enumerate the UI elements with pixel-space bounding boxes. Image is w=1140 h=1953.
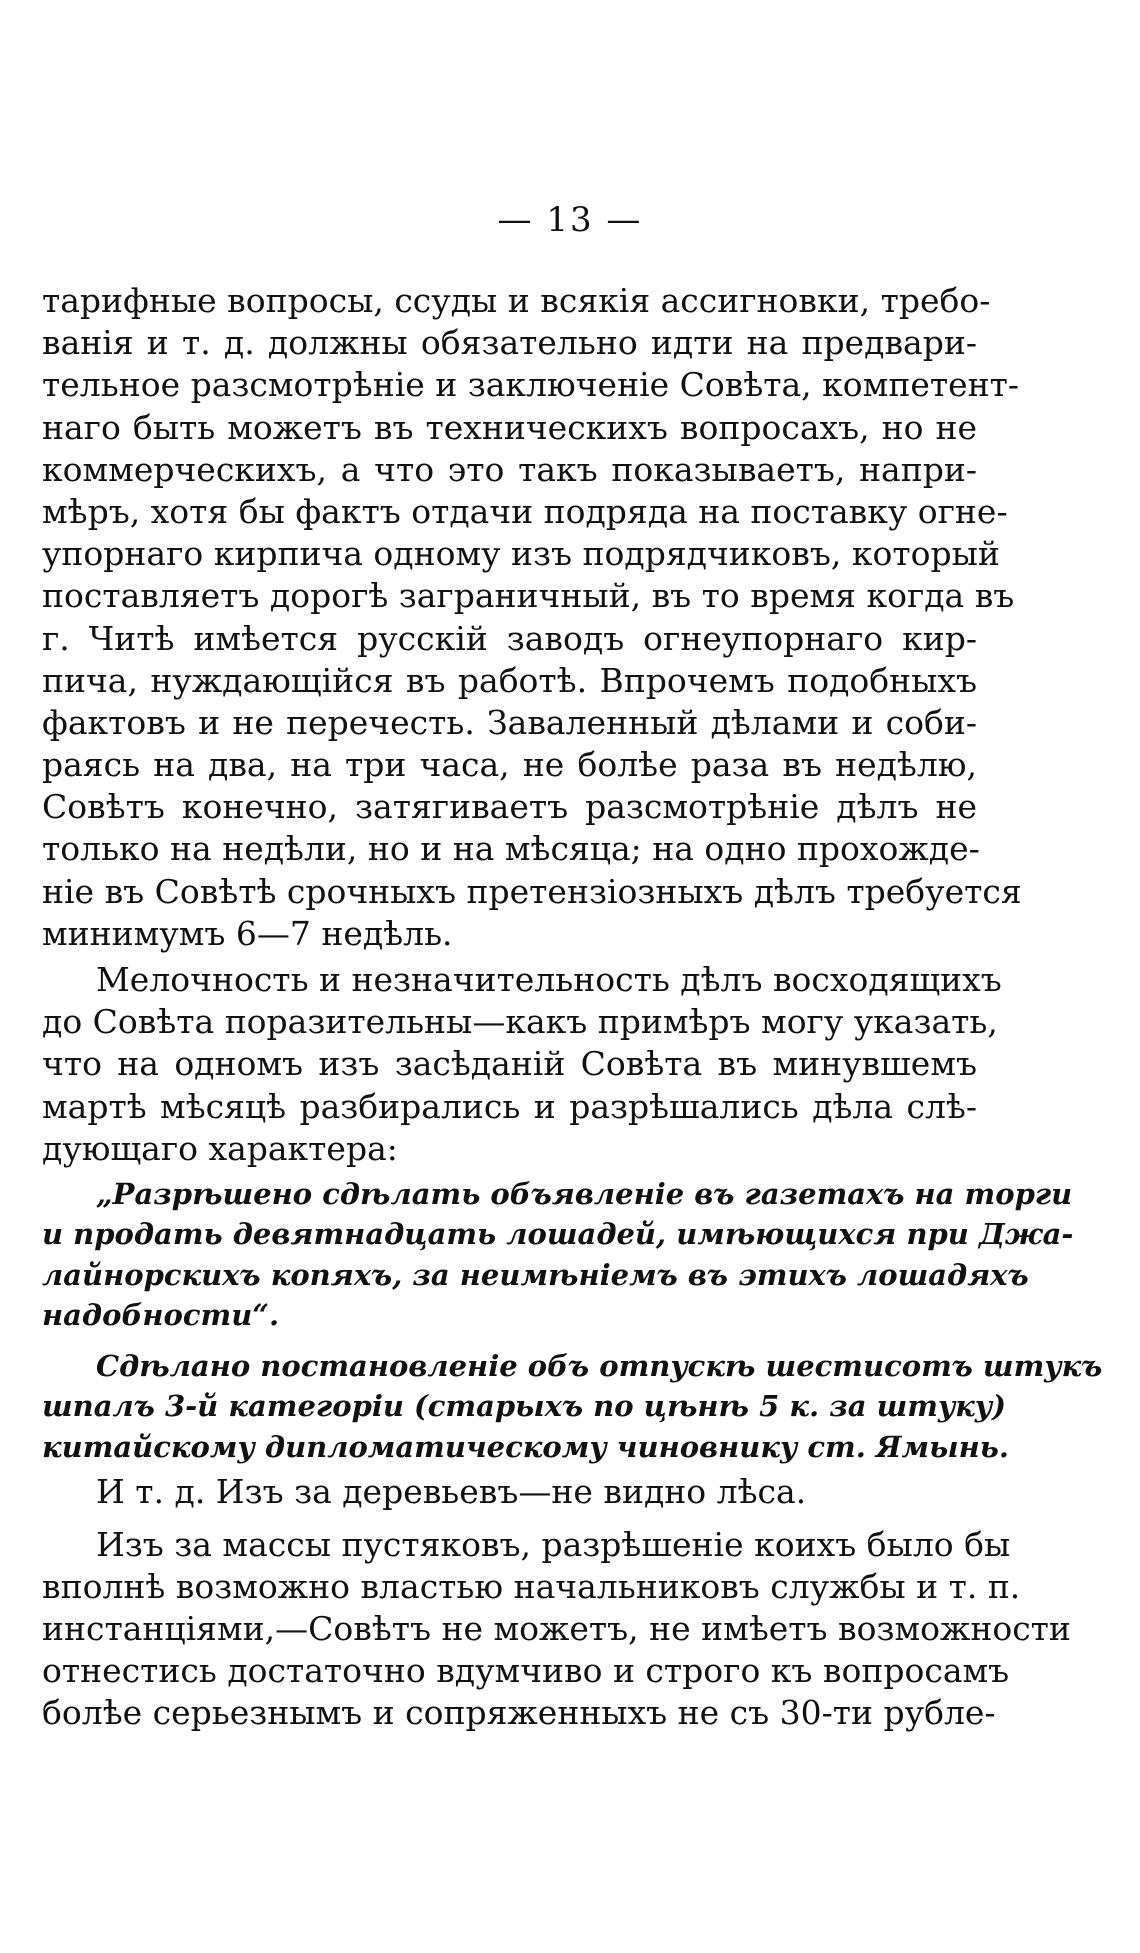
quote-2 — [42, 1346, 1103, 1468]
text-line: наго быть можетъ въ техническихъ вопросахъ, но не — [42, 407, 977, 447]
text-line: до Совѣта поразительны—какъ примѣръ могу указать, — [42, 1002, 998, 1042]
text-line: китайскому дипломатическому чиновнику ст. Ямынь. — [42, 1429, 1009, 1464]
text-line: „Разрѣшено сдѣлать объявленіе въ газетахъ на торги — [96, 1176, 1073, 1211]
page-number: — 13 — — [497, 200, 643, 240]
text-line: тельное разсмотрѣніе и заключеніе Совѣта, компетент- — [42, 365, 1020, 405]
paragraph-3 — [42, 1471, 977, 1513]
text-line: и продать девятнадцать лошадей, имѣющихся при Джа- — [42, 1217, 1074, 1252]
paragraph-2 — [42, 959, 1002, 1170]
page-body — [42, 280, 1103, 1735]
text-line: что на одномъ изъ засѣданій Совѣта въ минувшемъ — [42, 1044, 977, 1084]
quote-1 — [42, 1174, 1074, 1336]
text-line: шпалъ 3-й категоріи (старыхъ по цѣнѣ 5 к. за штуку) — [42, 1389, 1006, 1424]
text-line: вполнѣ возможно властью начальниковъ службы и т. п. — [42, 1566, 1021, 1606]
text-line: поставляетъ дорогѣ заграничный, въ то время когда въ — [42, 576, 1015, 616]
text-line: ванія и т. д. должны обязательно идти на предвари- — [42, 323, 977, 363]
text-line: мѣръ, хотя бы фактъ отдачи подряда на поставку огне- — [42, 491, 1008, 531]
text-line: болѣе серьезнымъ и сопряженныхъ не съ 30-ти рубле- — [42, 1693, 996, 1733]
text-line: тарифные вопросы, ссуды и всякія ассигновки, требо- — [42, 281, 991, 320]
text-line: раясь на два, на три часа, не болѣе раза въ недѣлю, — [42, 745, 977, 785]
text-line: г. Читѣ имѣется русскій заводъ огнеупорнаго кир- — [42, 618, 977, 658]
paragraph-1 — [42, 280, 1022, 955]
text-line: упорнаго кирпича одному изъ подрядчиковъ, который — [42, 534, 1000, 574]
text-line: надобности“. — [42, 1298, 280, 1333]
text-line: И т. д. Изъ за деревьевъ—не видно лѣса. — [96, 1472, 807, 1512]
text-line: коммерческихъ, а что это такъ показываетъ, напри- — [42, 449, 977, 489]
text-line: инстанціями,—Совѣтъ не можетъ, не имѣетъ возможности — [42, 1609, 1071, 1648]
text-line: отнестись достаточно вдумчиво и строго къ вопросамъ — [42, 1651, 1010, 1691]
text-line: фактовъ и не перечесть. Заваленный дѣлами и соби- — [42, 702, 977, 742]
text-line: только на недѣли, но и на мѣсяца; на одно прохожде- — [42, 829, 980, 869]
paragraph-4 — [42, 1524, 1071, 1735]
text-line: Сдѣлано постановленіе объ отпускѣ шестисотъ штукъ — [96, 1348, 1103, 1383]
text-line: ніе въ Совѣтѣ срочныхъ претензіозныхъ дѣлъ требуется — [42, 871, 1022, 911]
text-line: пича, нуждающійся въ работѣ. Впрочемъ подобныхъ — [42, 660, 977, 700]
text-line: мартѣ мѣсяцѣ разбирались и разрѣшались дѣла слѣ- — [42, 1086, 977, 1126]
text-line: минимумъ 6—7 недѣль. — [42, 913, 453, 953]
text-line: Совѣтъ конечно, затягиваетъ разсмотрѣніе дѣлъ не — [42, 787, 977, 827]
text-line: дующаго характера: — [42, 1128, 398, 1168]
text-line: лайнорскихъ копяхъ, за неимѣніемъ въ этихъ лошадяхъ — [42, 1257, 1029, 1292]
text-line: Мелочность и незначительность дѣлъ восходящихъ — [96, 960, 1002, 999]
text-line: Изъ за массы пустяковъ, разрѣшеніе коихъ было бы — [96, 1524, 1011, 1564]
